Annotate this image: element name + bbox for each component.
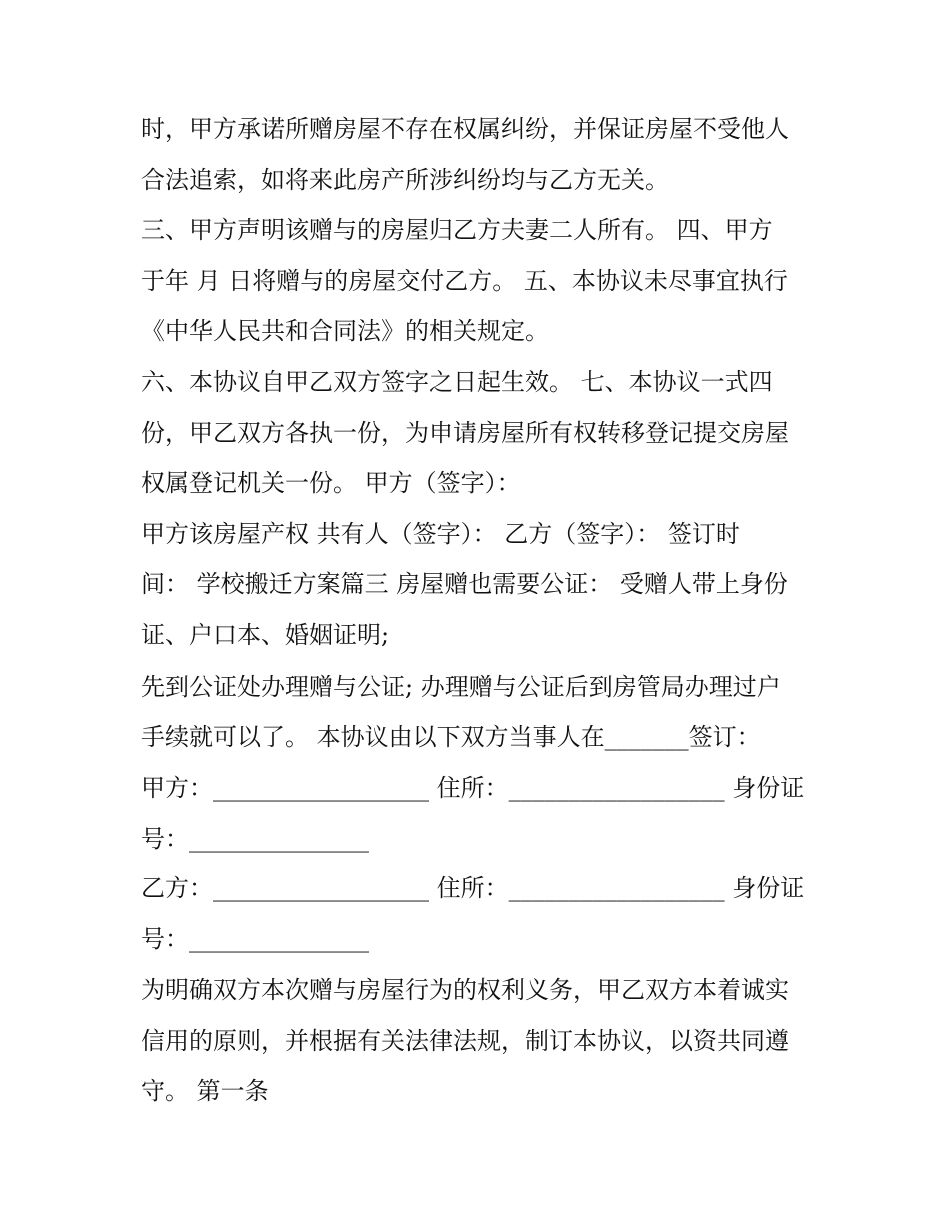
text-line: 甲方：__________________ 住所：__________________ 身份证 xyxy=(141,774,805,802)
text-line: 守。 第一条 xyxy=(141,1077,269,1105)
text-line: 于年 月 日将赠与的房屋交付乙方。 五、本协议未尽事宜执行 xyxy=(141,267,788,295)
text-line: 《中华人民共和合同法》的相关规定。 xyxy=(141,317,549,345)
text-line: 三、甲方声明该赠与的房屋归乙方夫妻二人所有。 四、甲方 xyxy=(141,216,773,244)
text-line: 证、户口本、婚姻证明; xyxy=(141,621,390,649)
text-line: 号：_______________ xyxy=(141,925,369,953)
text-line: 手续就可以了。 本协议由以下双方当事人在_______签订： xyxy=(141,723,761,751)
text-line: 号：_______________ xyxy=(141,825,369,853)
text-line: 为明确双方本次赠与房屋行为的权利义务，甲乙双方本着诚实 xyxy=(141,976,789,1004)
text-line: 权属登记机关一份。 甲方（签字）： xyxy=(141,469,521,497)
text-line: 时，甲方承诺所赠房屋不存在权属纠纷，并保证房屋不受他人 xyxy=(141,115,789,143)
text-line: 间： 学校搬迁方案篇三 房屋赠也需要公证： 受赠人带上身份 xyxy=(141,570,788,598)
text-line: 六、本协议自甲乙双方签字之日起生效。 七、本协议一式四 xyxy=(141,368,773,396)
text-line: 甲方该房屋产权 共有人（签字）： 乙方（签字）： 签订时 xyxy=(141,520,740,548)
text-line: 乙方：__________________ 住所：__________________ 身份证 xyxy=(141,874,805,902)
text-line: 份，甲乙双方各执一份，为申请房屋所有权转移登记提交房屋 xyxy=(141,419,789,447)
text-line: 信用的原则，并根据有关法律法规，制订本协议，以资共同遵 xyxy=(141,1027,789,1055)
text-line: 先到公证处办理赠与公证; 办理赠与公证后到房管局办理过户 xyxy=(141,673,781,701)
text-line: 合法追索，如将来此房产所涉纠纷均与乙方无关。 xyxy=(141,166,669,194)
